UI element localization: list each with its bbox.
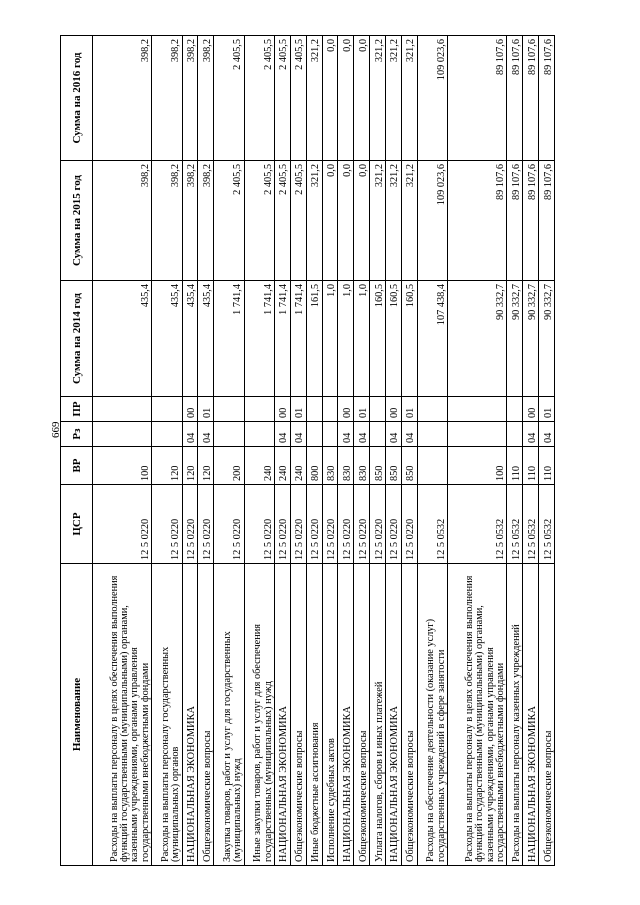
- table-row: [370, 36, 386, 866]
- cell-name: НАЦИОНАЛЬНАЯ ЭКОНОМИКА: [274, 564, 290, 866]
- cell-pr: [370, 397, 386, 422]
- cell-csr: 12 5 0220: [152, 485, 182, 564]
- cell-rz: [448, 422, 507, 447]
- page-number-text: 669: [50, 421, 62, 438]
- cell-vr: 100: [448, 447, 507, 485]
- cell-name: Расходы на выплаты персоналу в целях обеспечения выполнения функций государственными (муниципальными) органами, казенными учреждениями, органами управления государственными внебюджетными фондами: [93, 564, 152, 866]
- cell-csr: 12 5 0220: [338, 485, 354, 564]
- cell-sum-2015: 2 405,5: [214, 161, 244, 281]
- cell-sum-2015: 398,2: [152, 161, 182, 281]
- cell-sum-2014: 435,4: [182, 281, 198, 397]
- cell-rz: [507, 422, 523, 447]
- table-row: [322, 36, 338, 866]
- cell-sum-2016: 2 405,5: [214, 36, 244, 161]
- cell-pr: 00: [338, 397, 354, 422]
- cell-name: Общеэкономические вопросы: [401, 564, 417, 866]
- cell-sum-2014: 435,4: [93, 281, 152, 397]
- table-row: [93, 36, 152, 866]
- table-header-row: [61, 36, 93, 866]
- cell-sum-2015: 89 107,6: [523, 161, 539, 281]
- cell-name: НАЦИОНАЛЬНАЯ ЭКОНОМИКА: [338, 564, 354, 866]
- cell-csr: 12 5 0220: [214, 485, 244, 564]
- cell-csr: 12 5 0220: [386, 485, 402, 564]
- cell-csr: 12 5 0532: [523, 485, 539, 564]
- cell-sum-2016: 321,2: [306, 36, 322, 161]
- cell-name: Закупка товаров, работ и услуг для государственных (муниципальных) нужд: [214, 564, 244, 866]
- cell-vr: 110: [539, 447, 555, 485]
- cell-sum-2014: 90 332,7: [507, 281, 523, 397]
- cell-sum-2014: 435,4: [152, 281, 182, 397]
- cell-sum-2015: 2 405,5: [244, 161, 274, 281]
- table-row: [290, 36, 306, 866]
- cell-vr: 110: [523, 447, 539, 485]
- cell-sum-2014: 1,0: [338, 281, 354, 397]
- cell-sum-2014: 1 741,4: [244, 281, 274, 397]
- cell-sum-2015: 398,2: [93, 161, 152, 281]
- cell-sum-2015: 321,2: [370, 161, 386, 281]
- cell-rz: [152, 422, 182, 447]
- table-row: [244, 36, 274, 866]
- header-csr: ЦСР: [61, 485, 93, 564]
- cell-vr: 850: [386, 447, 402, 485]
- table-row: [306, 36, 322, 866]
- header-sum-2015: Сумма на 2015 год: [61, 161, 93, 281]
- header-pr: ПР: [61, 397, 93, 422]
- cell-name: Расходы на обеспечение деятельности (оказание услуг) государственных учреждений в сфере занятости: [417, 564, 447, 866]
- cell-rz: 04: [290, 422, 306, 447]
- cell-pr: 00: [523, 397, 539, 422]
- cell-sum-2015: 0,0: [354, 161, 370, 281]
- cell-sum-2014: 90 332,7: [523, 281, 539, 397]
- header-sum-2016: Сумма на 2016 год: [61, 36, 93, 161]
- cell-pr: 00: [182, 397, 198, 422]
- cell-csr: 12 5 0532: [539, 485, 555, 564]
- cell-csr: 12 5 0220: [198, 485, 214, 564]
- cell-csr: 12 5 0220: [401, 485, 417, 564]
- cell-pr: 01: [198, 397, 214, 422]
- cell-sum-2014: 1,0: [322, 281, 338, 397]
- cell-rz: [306, 422, 322, 447]
- cell-rz: 04: [386, 422, 402, 447]
- cell-name: Общеэкономические вопросы: [354, 564, 370, 866]
- cell-rz: [370, 422, 386, 447]
- cell-csr: 12 5 0220: [354, 485, 370, 564]
- cell-sum-2016: 0,0: [354, 36, 370, 161]
- cell-csr: 12 5 0532: [507, 485, 523, 564]
- cell-sum-2015: 0,0: [338, 161, 354, 281]
- header-rz: Рз: [61, 422, 93, 447]
- cell-pr: [322, 397, 338, 422]
- cell-pr: 01: [290, 397, 306, 422]
- cell-sum-2016: 2 405,5: [290, 36, 306, 161]
- cell-pr: [306, 397, 322, 422]
- table-row: [214, 36, 244, 866]
- cell-pr: [244, 397, 274, 422]
- cell-pr: [152, 397, 182, 422]
- cell-sum-2014: 1 741,4: [290, 281, 306, 397]
- cell-csr: 12 5 0220: [244, 485, 274, 564]
- cell-pr: 00: [274, 397, 290, 422]
- cell-csr: 12 5 0220: [182, 485, 198, 564]
- cell-vr: 120: [152, 447, 182, 485]
- table-body: [93, 36, 555, 866]
- cell-sum-2016: 2 405,5: [274, 36, 290, 161]
- cell-sum-2016: 89 107,6: [448, 36, 507, 161]
- budget-table: [60, 35, 555, 866]
- cell-vr: 200: [214, 447, 244, 485]
- cell-vr: [417, 447, 447, 485]
- table-row: [338, 36, 354, 866]
- cell-csr: 12 5 0220: [306, 485, 322, 564]
- cell-sum-2015: 89 107,6: [448, 161, 507, 281]
- table-row: [152, 36, 182, 866]
- cell-sum-2015: 321,2: [306, 161, 322, 281]
- cell-sum-2014: 1,0: [354, 281, 370, 397]
- cell-vr: 830: [338, 447, 354, 485]
- cell-rz: [244, 422, 274, 447]
- cell-rz: [93, 422, 152, 447]
- table-row: [523, 36, 539, 866]
- table-row: [198, 36, 214, 866]
- cell-pr: [448, 397, 507, 422]
- cell-sum-2014: 107 438,4: [417, 281, 447, 397]
- cell-sum-2016: 321,2: [386, 36, 402, 161]
- header-name: Наименование: [61, 564, 93, 866]
- cell-sum-2016: 0,0: [322, 36, 338, 161]
- cell-vr: 100: [93, 447, 152, 485]
- cell-sum-2014: 160,5: [386, 281, 402, 397]
- cell-sum-2016: 398,2: [198, 36, 214, 161]
- cell-name: Общеэкономические вопросы: [198, 564, 214, 866]
- cell-name: Расходы на выплаты персоналу казенных учреждений: [507, 564, 523, 866]
- cell-vr: 110: [507, 447, 523, 485]
- cell-sum-2015: 2 405,5: [274, 161, 290, 281]
- cell-vr: 120: [182, 447, 198, 485]
- cell-sum-2016: 0,0: [338, 36, 354, 161]
- cell-sum-2016: 398,2: [93, 36, 152, 161]
- cell-sum-2014: 90 332,7: [539, 281, 555, 397]
- cell-csr: 12 5 0532: [448, 485, 507, 564]
- cell-sum-2016: 89 107,6: [507, 36, 523, 161]
- cell-rz: 04: [523, 422, 539, 447]
- cell-sum-2016: 109 023,6: [417, 36, 447, 161]
- table-row: [507, 36, 523, 866]
- cell-sum-2014: 161,5: [306, 281, 322, 397]
- cell-rz: 04: [198, 422, 214, 447]
- header-vr: ВР: [61, 447, 93, 485]
- cell-pr: 01: [401, 397, 417, 422]
- cell-name: НАЦИОНАЛЬНАЯ ЭКОНОМИКА: [182, 564, 198, 866]
- cell-name: Расходы на выплаты персоналу государственных (муниципальных) органов: [152, 564, 182, 866]
- cell-rz: [322, 422, 338, 447]
- cell-vr: 830: [322, 447, 338, 485]
- cell-vr: 240: [274, 447, 290, 485]
- table-row: [354, 36, 370, 866]
- cell-vr: 850: [401, 447, 417, 485]
- table-row: [448, 36, 507, 866]
- cell-name: НАЦИОНАЛЬНАЯ ЭКОНОМИКА: [523, 564, 539, 866]
- cell-name: НАЦИОНАЛЬНАЯ ЭКОНОМИКА: [386, 564, 402, 866]
- cell-rz: 04: [539, 422, 555, 447]
- cell-sum-2016: 89 107,6: [539, 36, 555, 161]
- cell-rz: 04: [338, 422, 354, 447]
- cell-pr: 01: [354, 397, 370, 422]
- cell-sum-2015: 0,0: [322, 161, 338, 281]
- cell-sum-2014: 435,4: [198, 281, 214, 397]
- cell-pr: 00: [386, 397, 402, 422]
- cell-sum-2016: 398,2: [182, 36, 198, 161]
- cell-sum-2015: 321,2: [401, 161, 417, 281]
- table-row: [539, 36, 555, 866]
- cell-pr: [417, 397, 447, 422]
- cell-name: Общеэкономические вопросы: [539, 564, 555, 866]
- cell-sum-2015: 2 405,5: [290, 161, 306, 281]
- cell-sum-2015: 398,2: [198, 161, 214, 281]
- cell-sum-2016: 89 107,6: [523, 36, 539, 161]
- cell-sum-2014: 1 741,4: [214, 281, 244, 397]
- cell-rz: [417, 422, 447, 447]
- cell-pr: [93, 397, 152, 422]
- cell-sum-2015: 109 023,6: [417, 161, 447, 281]
- table-row: [274, 36, 290, 866]
- cell-vr: 800: [306, 447, 322, 485]
- cell-sum-2016: 321,2: [370, 36, 386, 161]
- cell-sum-2014: 1 741,4: [274, 281, 290, 397]
- cell-pr: 01: [539, 397, 555, 422]
- cell-vr: 850: [370, 447, 386, 485]
- cell-sum-2016: 321,2: [401, 36, 417, 161]
- cell-vr: 240: [244, 447, 274, 485]
- table-row: [417, 36, 447, 866]
- cell-rz: 04: [354, 422, 370, 447]
- cell-rz: 04: [182, 422, 198, 447]
- cell-name: Иные бюджетные ассигнования: [306, 564, 322, 866]
- cell-vr: 120: [198, 447, 214, 485]
- cell-name: Уплата налогов, сборов и иных платежей: [370, 564, 386, 866]
- cell-sum-2015: 89 107,6: [507, 161, 523, 281]
- cell-sum-2016: 2 405,5: [244, 36, 274, 161]
- cell-sum-2014: 90 332,7: [448, 281, 507, 397]
- cell-csr: 12 5 0220: [274, 485, 290, 564]
- cell-name: Расходы на выплаты персоналу в целях обеспечения выполнения функций государственными (муниципальными) органами, казенными учреждениями, органами управления государственными внебюджетными фондами: [448, 564, 507, 866]
- table-row: [386, 36, 402, 866]
- cell-vr: 830: [354, 447, 370, 485]
- cell-csr: 12 5 0220: [290, 485, 306, 564]
- cell-csr: 12 5 0220: [93, 485, 152, 564]
- cell-rz: 04: [401, 422, 417, 447]
- header-sum-2014: Сумма на 2014 год: [61, 281, 93, 397]
- rotated-table-container: [60, 36, 555, 866]
- cell-pr: [507, 397, 523, 422]
- cell-name: Общеэкономические вопросы: [290, 564, 306, 866]
- cell-rz: [214, 422, 244, 447]
- cell-name: Исполнение судебных актов: [322, 564, 338, 866]
- cell-csr: 12 5 0220: [370, 485, 386, 564]
- cell-pr: [214, 397, 244, 422]
- cell-sum-2014: 160,5: [370, 281, 386, 397]
- cell-vr: 240: [290, 447, 306, 485]
- cell-sum-2014: 160,5: [401, 281, 417, 397]
- cell-name: Иные закупки товаров, работ и услуг для обеспечения государственных (муниципальных) нужд: [244, 564, 274, 866]
- table-row: [182, 36, 198, 866]
- cell-sum-2015: 321,2: [386, 161, 402, 281]
- cell-sum-2015: 89 107,6: [539, 161, 555, 281]
- cell-rz: 04: [274, 422, 290, 447]
- cell-sum-2015: 398,2: [182, 161, 198, 281]
- cell-csr: 12 5 0220: [322, 485, 338, 564]
- table-row: [401, 36, 417, 866]
- cell-csr: 12 5 0532: [417, 485, 447, 564]
- page-number: [0, 0, 62, 905]
- cell-sum-2016: 398,2: [152, 36, 182, 161]
